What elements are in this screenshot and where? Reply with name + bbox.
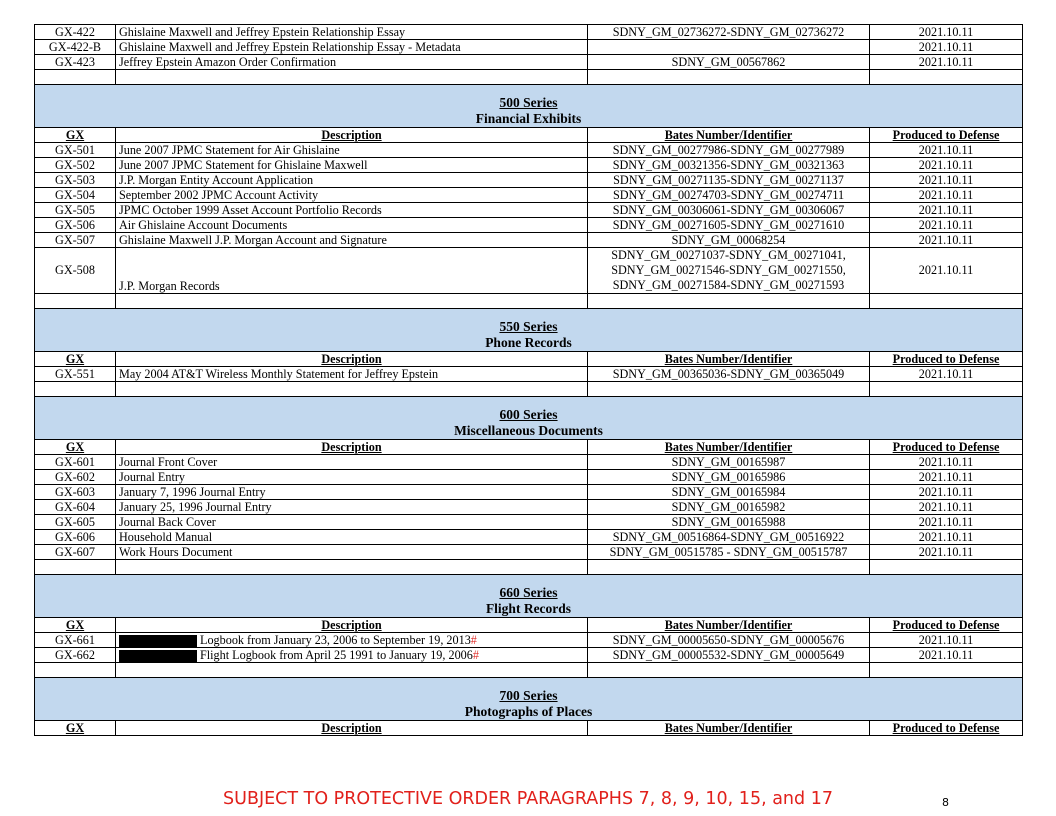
gx-cell: GX-502: [35, 158, 116, 173]
series-title: 600 Series: [499, 407, 558, 422]
produced-cell: 2021.10.11: [870, 633, 1023, 648]
series-heading: [35, 575, 1023, 618]
bates-cell: [588, 248, 870, 294]
produced-cell: 2021.10.11: [870, 188, 1023, 203]
table-row: [35, 25, 1023, 40]
gx-cell: GX-422: [35, 25, 116, 40]
bates-cell: SDNY_GM_00271605-SDNY_GM_00271610: [588, 218, 870, 233]
column-header-row: [35, 352, 1023, 367]
column-header-produced: Produced to Defense: [870, 721, 1023, 736]
produced-cell: 2021.10.11: [870, 515, 1023, 530]
produced-cell: 2021.10.11: [870, 25, 1023, 40]
produced-cell: 2021.10.11: [870, 530, 1023, 545]
series-title: 700 Series: [499, 688, 558, 703]
spacer-row: [35, 663, 1023, 678]
redaction-block: [119, 635, 197, 647]
description-cell: J.P. Morgan Entity Account Application: [116, 173, 588, 188]
column-header-gx: GX: [35, 721, 116, 736]
column-header-gx: GX: [35, 618, 116, 633]
produced-cell: 2021.10.11: [870, 470, 1023, 485]
description-cell: Journal Back Cover: [116, 515, 588, 530]
description-cell: January 25, 1996 Journal Entry: [116, 500, 588, 515]
exhibit-list-table: [34, 24, 1023, 736]
description-cell: JPMC October 1999 Asset Account Portfolio Records: [116, 203, 588, 218]
gx-cell: GX-605: [35, 515, 116, 530]
description-cell: September 2002 JPMC Account Activity: [116, 188, 588, 203]
table-row: [35, 233, 1023, 248]
series-title: 500 Series: [499, 95, 558, 110]
table-row: [35, 158, 1023, 173]
bates-cell: SDNY_GM_00165984: [588, 485, 870, 500]
table-row: [35, 530, 1023, 545]
column-header-bates: Bates Number/Identifier: [588, 440, 870, 455]
column-header-row: [35, 128, 1023, 143]
table-row: [35, 470, 1023, 485]
bates-cell: SDNY_GM_00567862: [588, 55, 870, 70]
description-cell: Air Ghislaine Account Documents: [116, 218, 588, 233]
produced-cell: 2021.10.11: [870, 248, 1023, 294]
produced-cell: 2021.10.11: [870, 648, 1023, 663]
table-row: [35, 515, 1023, 530]
bates-cell: SDNY_GM_00274703-SDNY_GM_00274711: [588, 188, 870, 203]
bates-cell: SDNY_GM_00271135-SDNY_GM_00271137: [588, 173, 870, 188]
bates-cell: SDNY_GM_00365036-SDNY_GM_00365049: [588, 367, 870, 382]
column-header-bates: Bates Number/Identifier: [588, 352, 870, 367]
gx-cell: GX-604: [35, 500, 116, 515]
description-cell: Ghislaine Maxwell and Jeffrey Epstein Relationship Essay: [116, 25, 588, 40]
produced-cell: 2021.10.11: [870, 158, 1023, 173]
gx-cell: GX-606: [35, 530, 116, 545]
bates-cell: SDNY_GM_02736272-SDNY_GM_02736272: [588, 25, 870, 40]
gx-cell: GX-501: [35, 143, 116, 158]
description-cell: Household Manual: [116, 530, 588, 545]
description-cell: Ghislaine Maxwell J.P. Morgan Account and Signature: [116, 233, 588, 248]
gx-cell: GX-506: [35, 218, 116, 233]
column-header-produced: Produced to Defense: [870, 128, 1023, 143]
column-header-produced: Produced to Defense: [870, 618, 1023, 633]
column-header-description: Description: [116, 618, 588, 633]
description-cell: June 2007 JPMC Statement for Ghislaine Maxwell: [116, 158, 588, 173]
column-header-row: [35, 618, 1023, 633]
produced-cell: 2021.10.11: [870, 218, 1023, 233]
column-header-row: [35, 440, 1023, 455]
gx-cell: GX-551: [35, 367, 116, 382]
produced-cell: 2021.10.11: [870, 455, 1023, 470]
description-cell: Work Hours Document: [116, 545, 588, 560]
series-heading: [35, 309, 1023, 352]
description-cell: [116, 633, 588, 648]
table-row: [35, 173, 1023, 188]
column-header-bates: Bates Number/Identifier: [588, 618, 870, 633]
description-cell: Ghislaine Maxwell and Jeffrey Epstein Relationship Essay - Metadata: [116, 40, 588, 55]
description-cell: Jeffrey Epstein Amazon Order Confirmation: [116, 55, 588, 70]
column-header-description: Description: [116, 352, 588, 367]
column-header-bates: Bates Number/Identifier: [588, 721, 870, 736]
description-cell: January 7, 1996 Journal Entry: [116, 485, 588, 500]
table-row: [35, 55, 1023, 70]
spacer-row: [35, 294, 1023, 309]
description-cell: J.P. Morgan Records: [116, 248, 588, 294]
gx-cell: GX-607: [35, 545, 116, 560]
gx-cell: GX-507: [35, 233, 116, 248]
column-header-gx: GX: [35, 352, 116, 367]
series-header-500: [35, 85, 1023, 128]
description-text: Logbook from January 23, 2006 to September 19, 2013: [200, 632, 471, 647]
table-row: [35, 648, 1023, 663]
bates-cell: SDNY_GM_00165982: [588, 500, 870, 515]
produced-cell: 2021.10.11: [870, 55, 1023, 70]
description-cell: May 2004 AT&T Wireless Monthly Statement for Jeffrey Epstein: [116, 367, 588, 382]
produced-cell: 2021.10.11: [870, 233, 1023, 248]
bates-cell: SDNY_GM_00321356-SDNY_GM_00321363: [588, 158, 870, 173]
hash-mark: #: [472, 647, 479, 662]
gx-cell: GX-505: [35, 203, 116, 218]
produced-cell: 2021.10.11: [870, 545, 1023, 560]
description-cell: Journal Entry: [116, 470, 588, 485]
series-title: 550 Series: [499, 319, 558, 334]
produced-cell: 2021.10.11: [870, 40, 1023, 55]
series-heading: [35, 397, 1023, 440]
column-header-description: Description: [116, 721, 588, 736]
bates-cell: [588, 40, 870, 55]
table-row: [35, 485, 1023, 500]
table-row: [35, 500, 1023, 515]
table-row: [35, 545, 1023, 560]
bates-cell: SDNY_GM_00277986-SDNY_GM_00277989: [588, 143, 870, 158]
series-subtitle: Financial Exhibits: [475, 111, 582, 126]
spacer-row: [35, 70, 1023, 85]
bates-line: SDNY_GM_00271037-SDNY_GM_00271041,: [611, 248, 846, 262]
column-header-description: Description: [116, 128, 588, 143]
gx-cell: GX-661: [35, 633, 116, 648]
gx-cell: GX-423: [35, 55, 116, 70]
description-cell: [116, 648, 588, 663]
column-header-gx: GX: [35, 128, 116, 143]
series-header-660: [35, 575, 1023, 618]
column-header-gx: GX: [35, 440, 116, 455]
series-heading: [35, 85, 1023, 128]
column-header-description: Description: [116, 440, 588, 455]
bates-cell: SDNY_GM_00515785 - SDNY_GM_00515787: [588, 545, 870, 560]
bates-cell: SDNY_GM_00306061-SDNY_GM_00306067: [588, 203, 870, 218]
hash-mark: #: [470, 632, 477, 647]
gx-cell: GX-662: [35, 648, 116, 663]
gx-cell: GX-603: [35, 485, 116, 500]
series-header-700: [35, 678, 1023, 721]
description-text: Flight Logbook from April 25 1991 to January 19, 2006: [200, 647, 473, 662]
gx-cell: GX-503: [35, 173, 116, 188]
table-row: [35, 40, 1023, 55]
table-row: [35, 218, 1023, 233]
redaction-block: [119, 650, 197, 662]
produced-cell: 2021.10.11: [870, 367, 1023, 382]
series-subtitle: Flight Records: [485, 601, 572, 616]
produced-cell: 2021.10.11: [870, 500, 1023, 515]
protective-order-notice: SUBJECT TO PROTECTIVE ORDER PARAGRAPHS 7, 8, 9, 10, 15, and 17: [223, 789, 833, 809]
series-title: 660 Series: [499, 585, 558, 600]
bates-cell: SDNY_GM_00165986: [588, 470, 870, 485]
description-cell: Journal Front Cover: [116, 455, 588, 470]
bates-cell: SDNY_GM_00165987: [588, 455, 870, 470]
series-header-600: [35, 397, 1023, 440]
table-row: [35, 367, 1023, 382]
table-row: [35, 203, 1023, 218]
bates-cell: SDNY_GM_00516864-SDNY_GM_00516922: [588, 530, 870, 545]
produced-cell: 2021.10.11: [870, 485, 1023, 500]
description-cell: June 2007 JPMC Statement for Air Ghislaine: [116, 143, 588, 158]
column-header-bates: Bates Number/Identifier: [588, 128, 870, 143]
series-subtitle: Photographs of Places: [464, 704, 593, 719]
gx-cell: GX-508: [35, 248, 116, 294]
produced-cell: 2021.10.11: [870, 203, 1023, 218]
table-row: [35, 248, 1023, 294]
bates-cell: SDNY_GM_00005532-SDNY_GM_00005649: [588, 648, 870, 663]
gx-cell: GX-602: [35, 470, 116, 485]
produced-cell: 2021.10.11: [870, 143, 1023, 158]
column-header-produced: Produced to Defense: [870, 440, 1023, 455]
gx-cell: GX-601: [35, 455, 116, 470]
table-row: [35, 633, 1023, 648]
series-header-550: [35, 309, 1023, 352]
table-row: [35, 188, 1023, 203]
table-row: [35, 455, 1023, 470]
series-subtitle: Phone Records: [485, 335, 572, 350]
bates-cell: SDNY_GM_00068254: [588, 233, 870, 248]
table-row: [35, 143, 1023, 158]
spacer-row: [35, 382, 1023, 397]
bates-cell: SDNY_GM_00165988: [588, 515, 870, 530]
gx-cell: GX-504: [35, 188, 116, 203]
series-heading: [35, 678, 1023, 721]
page-number: 8: [942, 796, 949, 809]
spacer-row: [35, 560, 1023, 575]
column-header-row: [35, 721, 1023, 736]
produced-cell: 2021.10.11: [870, 173, 1023, 188]
bates-line: SDNY_GM_00271584-SDNY_GM_00271593: [612, 278, 845, 292]
gx-cell: GX-422-B: [35, 40, 116, 55]
bates-line: SDNY_GM_00271546-SDNY_GM_00271550,: [611, 263, 846, 277]
series-subtitle: Miscellaneous Documents: [454, 423, 603, 438]
bates-cell: SDNY_GM_00005650-SDNY_GM_00005676: [588, 633, 870, 648]
column-header-produced: Produced to Defense: [870, 352, 1023, 367]
